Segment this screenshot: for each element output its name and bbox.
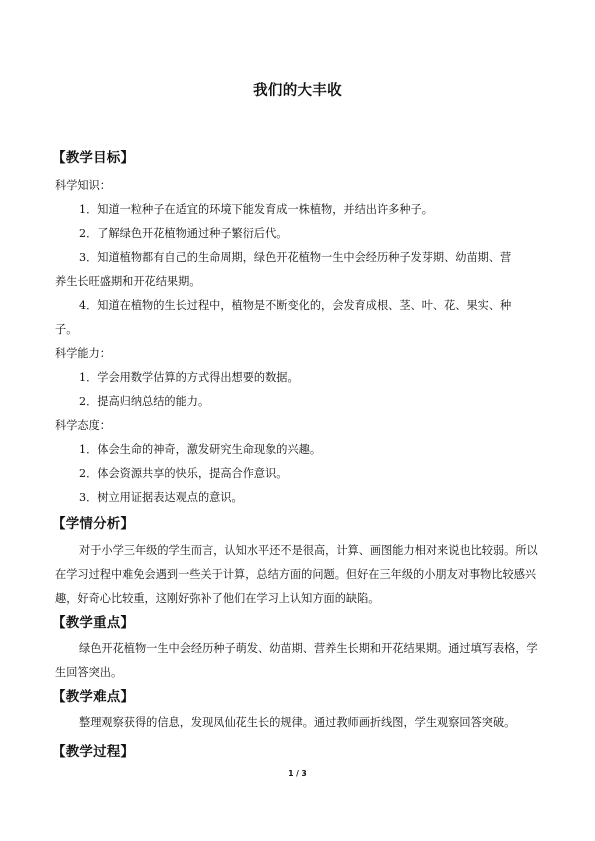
knowledge-item-continuation: 子。: [55, 323, 78, 336]
attitude-item: 2．体会资源共享的快乐，提高合作意识。: [79, 467, 288, 480]
key-points-paragraph: 绿色开花植物一生中会经历种子萌发、幼苗期、营养生长期和开花结果期。通过填写表格，学生回答突出。: [55, 642, 538, 679]
section-heading-goals: 【教学目标】: [52, 150, 135, 166]
ability-label: 科学能力：: [55, 347, 111, 360]
knowledge-item: 3．知道植物都有自己的生命周期，绿色开花植物一生中会经历种子发芽期、幼苗期、营: [79, 251, 512, 264]
document-title: 我们的大丰收: [253, 83, 342, 99]
section-heading-analysis: 【学情分析】: [52, 516, 135, 532]
attitude-item: 3．树立用证据表达观点的意识。: [79, 491, 243, 504]
attitude-label: 科学态度：: [55, 419, 111, 432]
section-heading-difficulties: 【教学难点】: [52, 689, 135, 705]
section-heading-process: 【教学过程】: [52, 744, 135, 760]
knowledge-item: 4．知道在植物的生长过程中，植物是不断变化的，会发育成根、茎、叶、花、果实、种: [79, 299, 512, 312]
attitude-item: 1．体会生命的神奇，激发研究生命现象的兴趣。: [79, 443, 322, 456]
knowledge-item-continuation: 养生长旺盛期和开花结果期。: [55, 275, 201, 288]
knowledge-label: 科学知识：: [55, 179, 111, 192]
knowledge-item: 1．知道一粒种子在适宜的环境下能发育成一株植物，并结出许多种子。: [79, 203, 433, 216]
ability-item: 2．提高归纳总结的能力。: [79, 395, 210, 408]
ability-item: 1．学会用数学估算的方式得出想要的数据。: [79, 371, 299, 384]
section-heading-key-points: 【教学重点】: [52, 615, 135, 631]
knowledge-item: 2．了解绿色开花植物通过种子繁衍后代。: [79, 227, 288, 240]
page-number: 1 / 3: [288, 769, 307, 778]
difficulties-paragraph: 整理观察获得的信息，发现凤仙花生长的规律。通过教师画折线图，学生观察回答突破。: [79, 716, 516, 729]
analysis-paragraph: 对于小学三年级的学生而言，认知水平还不是很高，计算、画图能力相对来说也比较弱。所以在学习过程中难免会遇到一些关于计算，总结方面的问题。但好在三年级的小朋友对事物比较感兴趣，好奇心比较重，这刚好弥补了他们在学习上认知方面的缺陷。: [55, 544, 538, 605]
